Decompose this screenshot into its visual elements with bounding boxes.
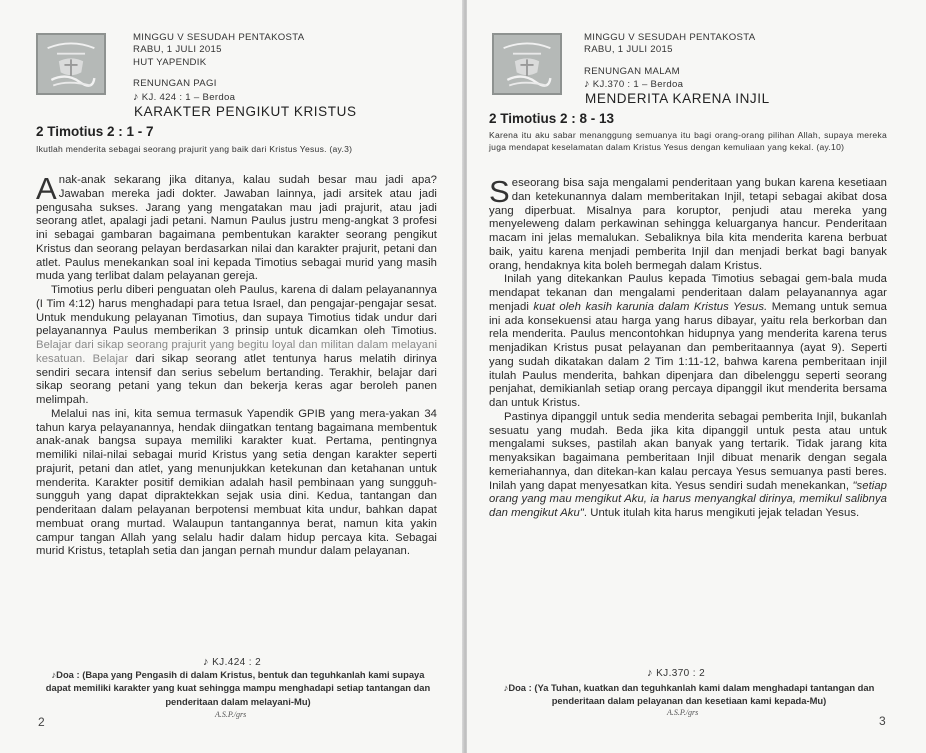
italic-quote: "setiap orang yang mau mengikut Aku, ia harus menyangkal dirinya, memikul salibnya dan mengikut Aku" [489,479,887,519]
paragraph [489,174,887,273]
closing-song-label: KJ.424 : 2 [212,657,262,668]
paragraph [36,408,437,559]
paragraph-text: dari sikap seorang atlet tentunya harus melatih dirinya sendiri secara intensif dan serius sebelum bertanding. Terakhir, belajar dari sikap seorang petani yang tekun dan bekerja keras agar beroleh panen melimpah. [36,352,437,406]
date-label: RABU, 1 JULI 2015 [133,44,222,56]
paragraph [36,171,437,284]
opening-song: KJ.370 : 1 – Berdoa [592,79,684,91]
paragraph-text: Inilah yang ditekankan Paulus kepada Timotius sebagai gem-bala muda mendapat tekanan dan mengalami penderitaan dalam pelayanannya agar menjadi [489,273,887,313]
closing-song [647,667,705,679]
scripture-reference: 2 Timotius 2 : 8 - 13 [489,111,615,126]
music-note-icon: ♪ [203,656,209,668]
paragraph [36,284,437,408]
key-verse: Karena itu aku sabar menanggung semuanya itu bagi orang-orang pilihan Allah, supaya mereka juga mendapat keselamatan dalam Kristus Yesus dengan kemuliaan yang kekal. (ay.10) [489,130,887,153]
right-page [467,0,926,753]
prayer [489,681,889,708]
prayer-mark-icon: ♪ [503,682,509,693]
devotion-body [36,171,437,559]
paragraph-text: Pastinya dipanggil untuk sedia menderita sebagai pemberita Injil, bukanlah sesuatu yang mudah. Beda jika kita dipanggil untuk pesta atau untuk mengalami sukses, pastilah akan banyak yang tertarik. Tidak jarang kita menyaksikan bagaimana pemberitaan Injil dibuat menarik dengan segala kemeriahannya, dan ditekan-kan kalau percaya Yesus semuanya pasti beres. Inilah yang dapat menyesatkan kita. Yesus sendiri sudah menekankan, [489,410,887,492]
devotion-body [489,174,887,521]
music-note-icon: ♪ [584,78,590,91]
devotion-title: MENDERITA KARENA INJIL [585,91,770,106]
drop-cap: A [36,171,57,206]
paragraph-text: Melalui nas ini, kita semua termasuk Yapendik GPIB yang mera-yakan 34 tahun karya pelayanannya, hendak diingatkan tentang bagaimana membentuk anak-anak bangsa supaya memiliki karakter kuat. Pertama, pentingnya memiliki nilai-nilai sebagai murid Kristus yang setia dengan karakter seperti prajurit, petani dan atlet, yang menunjukkan ketekunan dan ketahanan untuk menderita. Karakter positif demikian adalah hasil pembinaan yang sungguh-sungguh yang dapat dipraktekkan sejak usia dini. Kedua, tantangan dan penderitaan dalam pelayanan berpotensi membuat kita undur, bahkan dapat membuat orang murtad. Walaupun tantangannya berat, namun kita yakin campur tangan Allah yang selalu hadir dalam hidup percaya kita. Sebagai murid Kristus, tetaplah setia dan jangan pernah mundur dalam pelayanan. [36,407,437,558]
session-label: RENUNGAN MALAM [584,65,680,77]
header-block [584,32,755,92]
gpib-logo [36,33,106,95]
paragraph [489,411,887,521]
prayer-mark-icon: ♪ [51,669,57,680]
author-signature: A.S.P./grs [215,710,247,719]
italic-text: kuat oleh kasih karunia dalam Kristus Yesus. [533,300,768,313]
header-block [133,32,304,104]
paragraph-text: nak-anak sekarang jika ditanya, kalau sudah besar mau jadi apa? Jawaban mereka jadi dokter. Jawaban lainnya, jadi arsitek atau jadi pengusaha sukses. Jarang yang mengatakan mau jadi prajurit, atau jadi seorang atlet, apalagi jadi petani. Namun Paulus justru meng-angkat 3 profesi ini sebagai gambaran bagaimana pembentukan karakter seorang pengikut Kristus dan seorang pelayan berdasarkan nilai dan karakter prajurit, petani dan atlet. Paulus menekankan soal ini kepada Timotius sebagai murid yang masih muda yang terlibat dalam pelayanan gereja. [36,174,437,283]
scripture-reference: 2 Timotius 2 : 1 - 7 [36,124,154,139]
prayer [40,668,436,708]
prayer-text: Doa : (Ya Tuhan, kuatkan dan teguhkanlah kami dalam menghadapi tantangan dan penderitaan dalam pelayanan dan kesetiaan kami kepada-Mu) [508,682,875,707]
prayer-text: Doa : (Bapa yang Pengasih di dalam Kristus, bentuk dan teguhkanlah kami supaya dapat memiliki karakter yang kuat sehingga mampu menghadapi setiap tantangan dan penderitaan dalam melayani-Mu) [45,669,431,707]
closing-song-label: KJ.370 : 2 [656,668,706,679]
paragraph-text: Memang untuk semua ini ada konsekuensi atau harga yang harus dibayar, yaitu rela berkorban dan rela menderita. Paulus mencontohkan hidupnya yang menderita karena terus menjadikan Kristus pusat pelayanan dan pemberitaannya (ayat 9). Seperti yang sudah dikatakan dalam 2 Tim 1:11-12, bahwa karena pemberitaan injil itulah Paulus menderita, bahkan dipenjara dan dibelenggu seperti seorang penjahat, demikianlah setiap orang percaya dipanggil ikut menderita bersama dan untuk Kristus. [489,300,887,409]
gpib-logo-graphic [38,35,104,93]
faded-text: Belajar dari sikap seorang prajurit yang begitu loyal dan militan dalam melayani kesatuan. Belajar [36,339,437,365]
drop-cap: S [489,174,510,209]
music-note-icon: ♪ [133,90,139,103]
paragraph [489,273,887,411]
gpib-logo-graphic [494,35,560,93]
key-verse: Ikutlah menderita sebagai seorang prajurit yang baik dari Kristus Yesus. (ay.3) [36,144,353,154]
closing-song [203,656,261,668]
paragraph-text: Timotius perlu diberi penguatan oleh Paulus, karena di dalam pelayanannya (I Tim 4:12) harus menghadapi para tetua Israel, dan pengajar-pengajar sesat. Untuk mendukung pelayanan Timotius, dan supaya Timotius tidak undur dari pelayanannya Paulus memberikan 3 prinsip untuk dicamkan oleh Timotius. [36,284,437,338]
page-number: 2 [38,715,45,729]
event-label: HUT YAPENDIK [133,56,207,68]
week-label: MINGGU V SESUDAH PENTAKOSTA [133,32,305,43]
paragraph-text: . Untuk itulah kita harus mengikuti jejak teladan Yesus. [583,507,860,519]
opening-song: KJ. 424 : 1 – Berdoa [141,91,236,103]
gpib-logo [492,33,562,95]
music-note-icon: ♪ [647,667,653,679]
page-number: 3 [879,714,886,728]
author-signature: A.S.P./grs [667,708,699,717]
date-label: RABU, 1 JULI 2015 [584,44,673,56]
session-label: RENUNGAN PAGI [133,78,217,90]
week-label: MINGGU V SESUDAH PENTAKOSTA [584,32,756,43]
devotion-title: KARAKTER PENGIKUT KRISTUS [134,104,357,119]
paragraph-text: eseorang bisa saja mengalami penderitaan yang bukan karena kesetiaan dan ketekunannya dalam memberitakan Injil, tetapi sebagai akibat dosa yang diperbuat. Misalnya para koruptor, penjudi atau mereka yang menyeleweng dalam perkawinan sehingga keluarganya hancur. Penderitaan macam ini jelas memalukan. Sebaliknya bila kita menderita karena berbuat baik, yaitu karena menjadi pemberita Injil dan menjadi berkat bagi banyak orang, hendaknya kita boleh bermegah dalam Kristus. [489,177,887,272]
